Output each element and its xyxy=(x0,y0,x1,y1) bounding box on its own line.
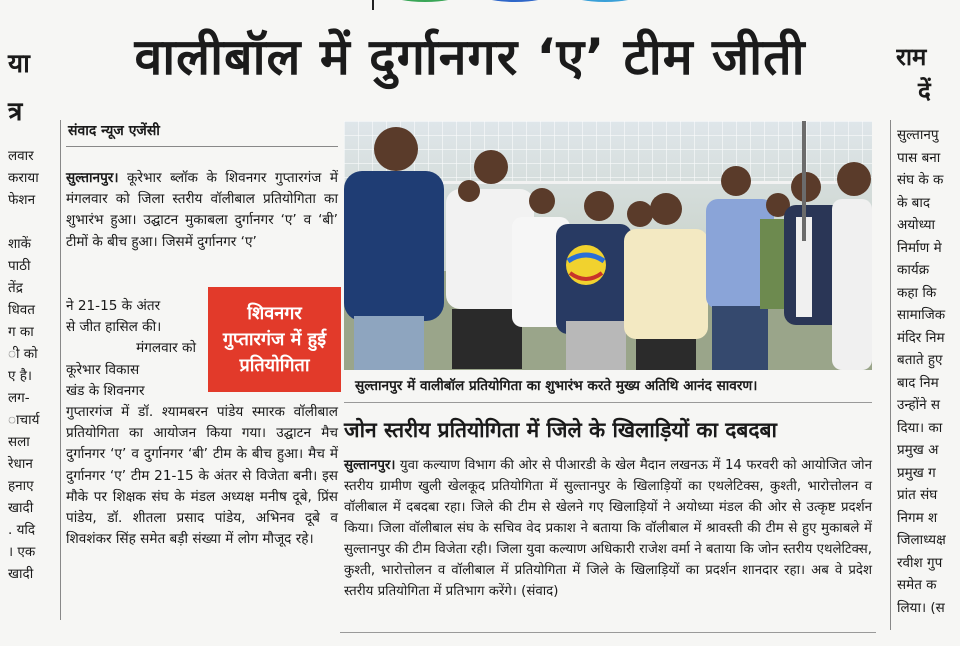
fragment-line: ए है। xyxy=(8,368,33,384)
green-dot-icon xyxy=(390,0,460,2)
fragment-line: लिया। (स xyxy=(897,599,945,616)
section-divider xyxy=(344,402,872,403)
blue-dot-icon xyxy=(480,0,550,2)
article-line: खंड के शिवनगर xyxy=(66,382,145,399)
right-fragment-head-line: दें xyxy=(918,77,931,105)
fragment-line: अयोध्या xyxy=(897,217,936,233)
article-body-narrow xyxy=(66,296,200,402)
pull-quote-box xyxy=(208,287,341,392)
volleyball-event-photo xyxy=(344,121,872,370)
article-line: मंगलवार को xyxy=(136,340,196,357)
article-body-bottom xyxy=(66,402,338,550)
dateline: सुल्तानपुर। xyxy=(66,170,119,186)
fragment-line: मंदिर निम xyxy=(897,329,945,346)
fragment-line: दिया। का xyxy=(897,419,943,436)
fragment-line: उन्होंने स xyxy=(897,397,941,413)
left-fragment-text xyxy=(0,145,58,585)
fragment-line: सला xyxy=(8,434,30,450)
byline: संवाद न्यूज एजेंसी xyxy=(68,123,160,139)
column-divider xyxy=(60,120,61,620)
fragment-line: ग का xyxy=(8,324,34,340)
article-body-top xyxy=(66,168,338,253)
section-divider xyxy=(340,632,876,633)
fragment-line: प्रांत संघ xyxy=(897,487,938,503)
fragment-line: समेत क xyxy=(897,577,937,593)
fragment-line: प्रमुख अ xyxy=(897,442,939,458)
second-story-paragraph: युवा कल्याण विभाग की ओर से पीआरडी के खेल मैदान लखनऊ में 14 फरवरी को आयोजित जोन स्तरीय ग्रामीण खुली खेलकूद प्रतियोगिता में सुल्तानपुर के खिलाड़ियों का एथलेटिक्स, कुश्ती, भारोत्तोलन व वॉलीबाल में दबदबा रहा। जिले की टीम से खेलने गए खिलाड़ियों ने अयोध्या मंडल की ओर से उत्कृष्ट प्रदर्शन किया। जिला वॉलीबाल संघ के सचिव वेद प्रकाश ने बताया कि वॉलीबाल में श्रावस्ती की टीम से हुए मुकाबले में सुल्तानपुर की टीम विजेता रही। जिला युवा कल्याण अधिकारी राजेश वर्मा ने बताया कि जोन स्तरीय एथलेटिक्स, कुश्ती, भारोत्तोलन व वॉलीबाल में प्रतियोगिता में जिले के खिलाड़ियों का प्रदर्शन शानदार रहा। अब वे प्रदेश स्तरीय प्रतियोगिता में प्रतिभाग करेंगे। (संवाद) xyxy=(344,458,872,599)
second-story-headline: जोन स्तरीय प्रतियोगिता में जिले के खिलाड़ियों का दबदबा xyxy=(344,418,777,442)
article-paragraph: गुप्तारगंज में डॉ. श्यामबरन पांडेय स्मारक वॉलीबाल प्रतियोगिता का आयोजन किया गया। उद्घाटन मैच दुर्गानगर ‘ए’ व दुर्गानगर ‘बी’ टीम के बीच हुआ। मैच में दुर्गानगर ‘ए’ टीम 21-15 के अंतर से विजेता बनी। इस मौके पर शिक्षक संघ के मंडल अध्यक्ष मनीष दूबे, प्रिंस पांडेय, डॉ. शीतला प्रसाद पांडेय, अभिनव दूबे व शिवशंकर सिंह समेत बड़ी संख्या में लोग मौजूद रहे। xyxy=(66,404,338,548)
fragment-line: फेशन xyxy=(8,192,36,208)
right-fragment-text xyxy=(893,124,960,619)
article-line: कूरेभार विकास xyxy=(66,361,140,378)
fragment-line: ाचार्य xyxy=(8,412,40,428)
fragment-line: प्रमुख ग xyxy=(897,464,936,481)
top-decoration xyxy=(390,0,650,6)
second-story-dateline: सुल्तानपुर। xyxy=(344,458,396,473)
fragment-line: लग- xyxy=(8,390,30,406)
fragment-line: कार्यक्र xyxy=(897,262,930,278)
news-photo xyxy=(344,121,872,370)
left-fragment-head-line: त्र xyxy=(8,97,23,127)
fragment-line xyxy=(0,211,58,233)
fragment-line: जिलाध्यक्ष xyxy=(897,532,946,548)
byline-rule xyxy=(66,146,338,147)
fragment-line: कहा कि xyxy=(897,284,937,301)
cyan-dot-icon xyxy=(570,0,640,2)
pull-quote-line: गुप्तारगंज में हुई xyxy=(222,328,327,350)
fragment-line: खादी xyxy=(8,500,34,516)
fragment-line: रेधान xyxy=(8,456,33,472)
fragment-line: । एक xyxy=(8,544,36,560)
fragment-line: . यदि xyxy=(8,522,36,538)
fragment-line: बताते हुए xyxy=(897,352,943,368)
crop-mark xyxy=(372,0,374,10)
main-headline: वालीबॉल में दुर्गानगर ‘ए’ टीम जीती xyxy=(134,28,806,86)
fragment-line: के बाद xyxy=(897,194,931,211)
fragment-line: निगम श xyxy=(897,509,938,526)
left-fragment-headline xyxy=(0,40,58,136)
photo-caption: सुल्तानपुर में वालीबॉल प्रतियोगिता का शुभारंभ करते मुख्य अतिथि आनंद सावरण। xyxy=(355,378,758,394)
fragment-line: पास बना xyxy=(897,149,941,166)
pull-quote-line: प्रतियोगिता xyxy=(239,354,310,376)
fragment-line: तेंद्र xyxy=(8,280,23,296)
fragment-line: खादी xyxy=(8,566,34,582)
article-paragraph: कूरेभार ब्लॉक के शिवनगर गुप्तारगंज में मंगलवार को जिला स्तरीय वॉलीबाल प्रतियोगिता का शुभारंभ हुआ। उद्घाटन मुकाबला दुर्गानगर ‘ए’ व ‘बी’ टीमों के बीच हुआ। जिसमें दुर्गानगर ‘ए’ xyxy=(66,170,338,250)
fragment-line: रवीश गुप xyxy=(897,554,943,571)
fragment-line: लवार xyxy=(8,148,34,164)
second-story-body xyxy=(344,455,872,602)
left-fragment-head-line: या xyxy=(8,49,30,79)
fragment-line: निर्माण मे xyxy=(897,239,942,256)
fragment-line: शाकें xyxy=(8,236,32,252)
pull-quote-line: शिवनगर xyxy=(247,302,302,324)
fragment-line: ी को xyxy=(8,346,38,362)
article-line: से जीत हासिल की। xyxy=(66,319,162,336)
right-fragment-head-line: राम xyxy=(896,43,927,71)
fragment-line: संघ के क xyxy=(897,172,944,188)
fragment-line: सुल्तानपु xyxy=(897,127,939,143)
fragment-line: कराया xyxy=(8,170,39,186)
right-fragment-headline xyxy=(896,40,960,108)
fragment-line: धिवत xyxy=(8,302,35,318)
fragment-line: बाद निम xyxy=(897,374,939,391)
column-divider xyxy=(890,120,891,630)
fragment-line: पाठी xyxy=(8,258,31,274)
fragment-line: सामाजिक xyxy=(897,307,946,323)
fragment-line: हनाए xyxy=(8,478,34,494)
article-line: ने 21-15 के अंतर xyxy=(66,298,161,314)
